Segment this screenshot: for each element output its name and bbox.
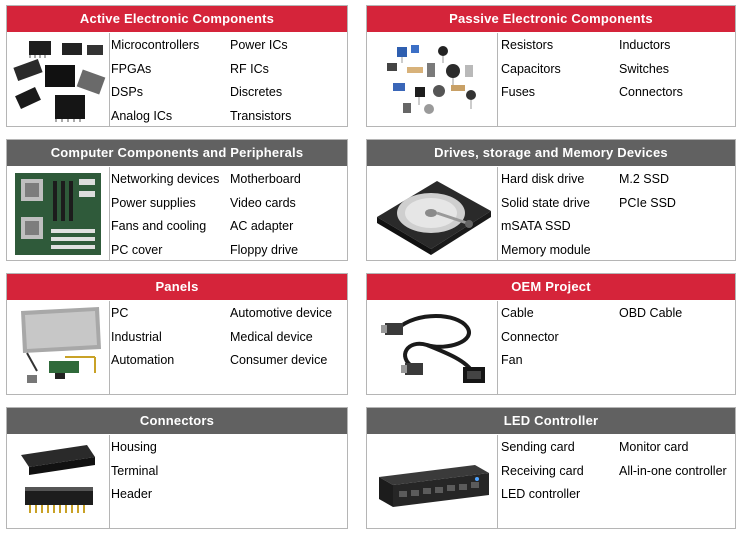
item-power-supplies[interactable]: Power supplies bbox=[111, 196, 196, 210]
item-automation[interactable]: Automation bbox=[111, 353, 175, 367]
item-switches[interactable]: Switches bbox=[619, 62, 670, 76]
item-analog-ics[interactable]: Analog ICs bbox=[111, 109, 173, 123]
connector-icon bbox=[7, 435, 110, 528]
item-industrial[interactable]: Industrial bbox=[111, 330, 162, 344]
led-controller-icon bbox=[367, 435, 498, 528]
item-all-in-one-controller[interactable]: All-in-one controller bbox=[619, 464, 727, 478]
cable-icon bbox=[367, 301, 498, 394]
item-pcie-ssd[interactable]: PCIe SSD bbox=[619, 196, 676, 210]
item-pc[interactable]: PC bbox=[111, 306, 129, 320]
item-motherboard[interactable]: Motherboard bbox=[230, 172, 301, 186]
item-inductors[interactable]: Inductors bbox=[619, 38, 671, 52]
passive-components-icon bbox=[367, 33, 498, 126]
card-title: LED Controller bbox=[367, 408, 735, 434]
item-microcontrollers[interactable]: Microcontrollers bbox=[111, 38, 200, 52]
panel-icon bbox=[7, 301, 110, 394]
card-title: OEM Project bbox=[367, 274, 735, 300]
item-cable[interactable]: Cable bbox=[501, 306, 534, 320]
item-medical-device[interactable]: Medical device bbox=[230, 330, 313, 344]
item-obd-cable[interactable]: OBD Cable bbox=[619, 306, 683, 320]
card-title: Passive Electronic Components bbox=[367, 6, 735, 32]
item-receiving-card[interactable]: Receiving card bbox=[501, 464, 584, 478]
item-floppy-drive[interactable]: Floppy drive bbox=[230, 243, 299, 257]
card-panels bbox=[6, 273, 348, 395]
item-consumer-device[interactable]: Consumer device bbox=[230, 353, 328, 367]
card-computer-components bbox=[6, 139, 348, 261]
hard-drive-icon bbox=[367, 167, 498, 260]
card-oem-project bbox=[366, 273, 736, 395]
item-automotive-device[interactable]: Automotive device bbox=[230, 306, 333, 320]
item-video-cards[interactable]: Video cards bbox=[230, 196, 296, 210]
item-fans-and-cooling[interactable]: Fans and cooling bbox=[111, 219, 207, 233]
item-terminal[interactable]: Terminal bbox=[111, 464, 159, 478]
motherboard-icon bbox=[7, 167, 110, 260]
item-transistors[interactable]: Transistors bbox=[230, 109, 292, 123]
item-rf-ics[interactable]: RF ICs bbox=[230, 62, 269, 76]
card-title: Panels bbox=[7, 274, 347, 300]
item-monitor-card[interactable]: Monitor card bbox=[619, 440, 689, 454]
card-title: Active Electronic Components bbox=[7, 6, 347, 32]
item-header[interactable]: Header bbox=[111, 487, 152, 501]
card-title: Drives, storage and Memory Devices bbox=[367, 140, 735, 166]
card-connectors bbox=[6, 407, 348, 529]
item-connectors[interactable]: Connectors bbox=[619, 85, 683, 99]
item-ac-adapter[interactable]: AC adapter bbox=[230, 219, 294, 233]
item-fuses[interactable]: Fuses bbox=[501, 85, 536, 99]
item-connector[interactable]: Connector bbox=[501, 330, 559, 344]
item-fan[interactable]: Fan bbox=[501, 353, 523, 367]
chips-icon bbox=[7, 33, 110, 126]
item-discretes[interactable]: Discretes bbox=[230, 85, 283, 99]
item-hard-disk-drive[interactable]: Hard disk drive bbox=[501, 172, 585, 186]
item-solid-state-drive[interactable]: Solid state drive bbox=[501, 196, 590, 210]
item-power-ics[interactable]: Power ICs bbox=[230, 38, 288, 52]
card-title: Connectors bbox=[7, 408, 347, 434]
card-led-controller bbox=[366, 407, 736, 529]
card-active-components bbox=[6, 5, 348, 127]
item-fpgas[interactable]: FPGAs bbox=[111, 62, 152, 76]
item-capacitors[interactable]: Capacitors bbox=[501, 62, 561, 76]
item-m2-ssd[interactable]: M.2 SSD bbox=[619, 172, 670, 186]
item-networking-devices[interactable]: Networking devices bbox=[111, 172, 220, 186]
card-title: Computer Components and Peripherals bbox=[7, 140, 347, 166]
item-dsps[interactable]: DSPs bbox=[111, 85, 143, 99]
item-housing[interactable]: Housing bbox=[111, 440, 157, 454]
item-msata-ssd[interactable]: mSATA SSD bbox=[501, 219, 571, 233]
item-resistors[interactable]: Resistors bbox=[501, 38, 554, 52]
card-drives-storage bbox=[366, 139, 736, 261]
item-pc-cover[interactable]: PC cover bbox=[111, 243, 163, 257]
item-led-controller[interactable]: LED controller bbox=[501, 487, 581, 501]
item-sending-card[interactable]: Sending card bbox=[501, 440, 575, 454]
item-memory-module[interactable]: Memory module bbox=[501, 243, 591, 257]
card-passive-components bbox=[366, 5, 736, 127]
